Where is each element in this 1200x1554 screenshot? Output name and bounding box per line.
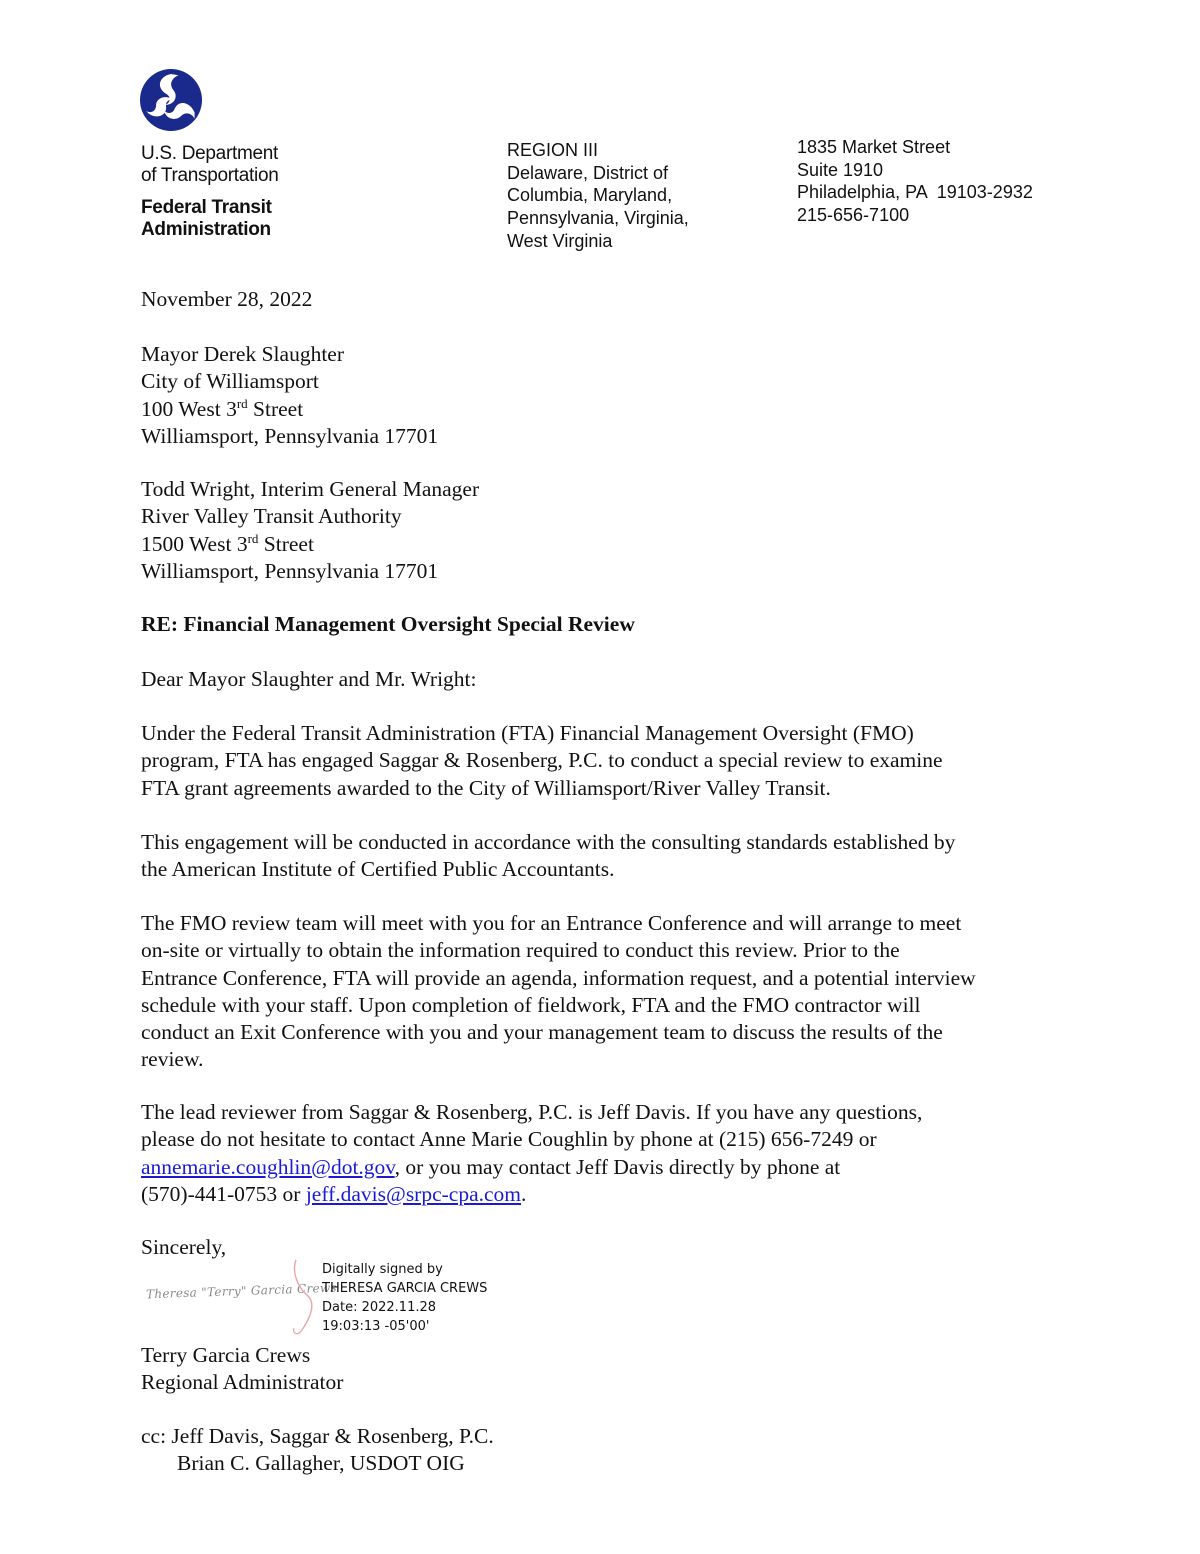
paragraph-line	[141, 1181, 1071, 1208]
paragraph-contacts	[141, 1099, 1071, 1208]
paragraph-line: This engagement will be conducted in accordance with the consulting standards established by	[141, 830, 956, 854]
paragraph-line: program, FTA has engaged Saggar & Rosenberg, P.C. to conduct a special review to examine	[141, 748, 943, 773]
address-line: Philadelphia, PA 19103-2932	[797, 182, 1033, 202]
paragraph-text: .	[521, 1181, 527, 1206]
region-line: Delaware, District of	[507, 162, 669, 183]
recipient-org: River Valley Transit Authority	[141, 504, 402, 529]
closing: Sincerely,	[141, 1235, 227, 1259]
address-line: 1835 Market Street	[797, 137, 951, 157]
agency-name-block	[141, 143, 278, 241]
salutation: Dear Mayor Slaughter and Mr. Wright:	[141, 667, 477, 691]
street-number: 100 West 3	[141, 396, 237, 421]
region-line: Pennsylvania, Virginia,	[507, 208, 689, 229]
phone-line: 215-656-7100	[797, 204, 910, 225]
cc-line: cc: Jeff Davis, Saggar & Rosenberg, P.C.	[141, 1424, 494, 1448]
street-name: Street	[247, 396, 304, 421]
email-link-coughlin[interactable]: annemarie.coughlin@dot.gov	[141, 1154, 395, 1179]
recipient-street	[141, 531, 479, 558]
signer-title: Regional Administrator	[141, 1370, 344, 1395]
region-line: West Virginia	[507, 230, 613, 251]
signer-block	[141, 1342, 343, 1397]
agency-line: Administration	[141, 219, 271, 240]
paragraph-line: FTA grant agreements awarded to the City of Williamsport/River Valley Transit.	[141, 775, 831, 800]
agency-line: Federal Transit	[141, 197, 272, 218]
paragraph-line: the American Institute of Certified Public Accountants.	[141, 857, 615, 882]
region-line: Columbia, Maryland,	[507, 185, 673, 206]
digital-signature[interactable]	[140, 1256, 500, 1340]
paragraph-line: The lead reviewer from Saggar & Rosenberg, P.C. is Jeff Davis. If you have any questions,	[141, 1100, 923, 1124]
paragraph-line: conduct an Exit Conference with you and your management team to discuss the results of the	[141, 1020, 943, 1045]
paragraph-conferences	[141, 910, 1071, 1074]
recipient-street	[141, 396, 438, 423]
cc-list	[141, 1423, 494, 1478]
recipient-address-2	[141, 476, 479, 585]
department-line: of Transportation	[141, 165, 279, 186]
paragraph-line: Under the Federal Transit Administration (FTA) Financial Management Oversight (FMO)	[141, 721, 914, 745]
paragraph-text: (570)-441-0753 or	[141, 1181, 306, 1206]
paragraph-line: The FMO review team will meet with you for an Entrance Conference and will arrange to meet	[141, 911, 962, 935]
signer-name: Terry Garcia Crews	[141, 1343, 311, 1367]
address-line: Suite 1910	[797, 159, 884, 180]
ordinal-suffix: rd	[247, 530, 259, 546]
paragraph-line: review.	[141, 1047, 204, 1072]
street-number: 1500 West 3	[141, 531, 248, 556]
paragraph-line	[141, 1154, 1071, 1181]
letter-date: November 28, 2022	[141, 287, 313, 311]
cc-line: Brian C. Gallagher, USDOT OIG	[177, 1451, 465, 1476]
paragraph-line: please do not hesitate to contact Anne Marie Coughlin by phone at (215) 656-7249 or	[141, 1127, 877, 1152]
email-link-davis[interactable]: jeff.davis@srpc-cpa.com	[305, 1181, 522, 1206]
paragraph-line: schedule with your staff. Upon completion of fieldwork, FTA and the FMO contractor will	[141, 992, 921, 1017]
recipient-org: City of Williamsport	[141, 369, 319, 394]
signature-time: 19:03:13 -05'00'	[322, 1319, 430, 1334]
subject-line: RE: Financial Management Oversight Special Review	[141, 612, 635, 636]
recipient-name: Mayor Derek Slaughter	[141, 342, 344, 366]
usdot-logo-icon	[140, 69, 202, 131]
recipient-city: Williamsport, Pennsylvania 17701	[141, 423, 439, 448]
paragraph-text: , or you may contact Jeff Davis directly by phone at	[394, 1154, 841, 1179]
paragraph-line: on-site or virtually to obtain the information required to conduct this review. Prior to the	[141, 938, 900, 963]
signature-date: Date: 2022.11.28	[322, 1300, 437, 1315]
ordinal-suffix: rd	[236, 395, 248, 411]
signature-detail-line: Digitally signed by	[322, 1262, 443, 1277]
recipient-city: Williamsport, Pennsylvania 17701	[141, 558, 439, 583]
signature-details	[322, 1260, 487, 1336]
department-line: U.S. Department	[141, 143, 278, 164]
signer-full-name: THERESA GARCIA CREWS	[322, 1281, 488, 1296]
region-line: REGION III	[507, 140, 599, 160]
office-address-block	[797, 136, 1033, 226]
paragraph-line: Entrance Conference, FTA will provide an agenda, information request, and a potential interview	[141, 965, 976, 990]
street-name: Street	[258, 531, 314, 556]
recipient-name: Todd Wright, Interim General Manager	[141, 477, 480, 501]
region-block	[507, 139, 689, 253]
paragraph-engagement	[141, 720, 1071, 802]
handwritten-signature: Theresa "Terry" Garcia Crews	[145, 1280, 338, 1302]
recipient-address-1	[141, 341, 438, 450]
paragraph-standards	[141, 829, 1071, 884]
